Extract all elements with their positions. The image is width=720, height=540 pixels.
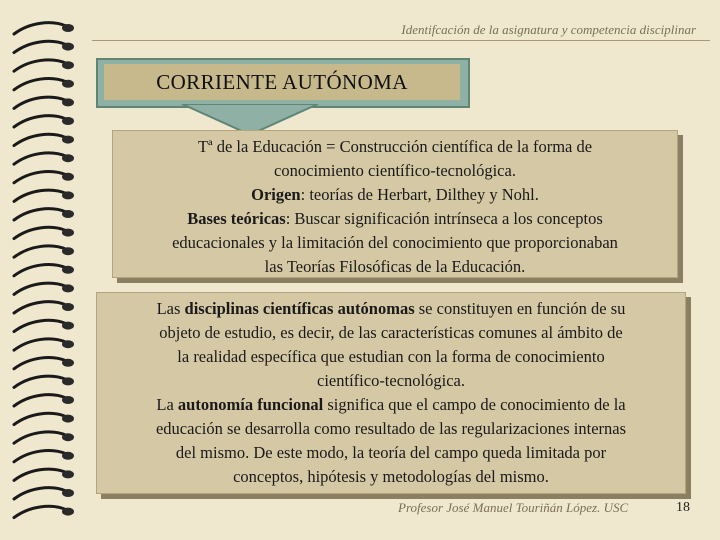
header-rule [92,40,710,41]
binding-hole [62,61,74,69]
binding-hole [62,470,74,478]
origen-label: Origen [251,185,301,204]
bases-text: : Buscar significación intrínseca a los conceptos [285,209,603,228]
slide-title: CORRIENTE AUTÓNOMA [156,69,408,94]
explanation-text [97,297,685,489]
bases-line: educacionales y la limitación del conocimiento que proporcionaban [172,233,618,252]
binding-hole [62,452,74,460]
binding-hole [62,340,74,348]
binding-hole [62,489,74,497]
explanation-line: objeto de estudio, es decir, de las características comunes al ámbito de [159,323,623,342]
origen-text: : teorías de Herbart, Dilthey y Nohl. [300,185,539,204]
header-caption: Identifcación de la asignatura y competencia disciplinar [401,22,696,37]
binding-hole [62,284,74,292]
text-run: significa que el campo de conocimiento de la [323,395,626,414]
title-box [104,64,460,100]
explanation-line: conceptos, hipótesis y metodologías del mismo. [233,467,549,486]
definition-line: Tª de la Educación = Construcción científica de la forma de [197,137,593,156]
binding-hole [62,377,74,385]
definition-box [112,130,678,278]
binding-hole [62,191,74,199]
binding-hole [62,266,74,274]
explanation-line: del mismo. De este modo, la teoría del campo queda limitada por [175,443,607,462]
text-run: La [156,395,178,414]
disciplinas-bold: disciplinas científicas autónomas [184,299,415,318]
explanation-line: la realidad específica que estudian con la forma de conocimiento [177,347,605,366]
binding-hole [62,508,74,516]
binding-hole [62,433,74,441]
binding-hole [62,247,74,255]
binding-hole [62,396,74,404]
binding-hole [62,136,74,144]
binding-hole [62,24,74,32]
binding-hole [62,117,74,125]
explanation-line: educación se desarrolla como resultado de las regularizaciones internas [155,419,627,438]
binding-hole [62,229,74,237]
explanation-line [97,393,685,417]
definition-text [113,135,677,279]
explanation-line: científico-tecnológica. [317,371,465,390]
binding-hole [62,43,74,51]
explanation-box [96,292,686,494]
autonomia-bold: autonomía funcional [177,395,324,414]
binding-hole [62,322,74,330]
bases-line [113,207,677,231]
binding-hole [62,154,74,162]
binding-hole [62,359,74,367]
footer-author: Profesor José Manuel Touriñán López. USC [398,500,629,515]
bases-label: Bases teóricas [187,209,286,228]
bases-line: las Teorías Filosóficas de la Educación. [264,257,526,276]
binding-hole [62,303,74,311]
binding-hole [62,210,74,218]
binding-hole [62,173,74,181]
spiral-binding [0,0,92,540]
binding-hole [62,80,74,88]
text-run: se constituyen en función de su [414,299,626,318]
explanation-line [97,297,685,321]
binding-hole [62,98,74,106]
definition-line: conocimiento científico-tecnológica. [274,161,516,180]
page-number: 18 [676,500,690,515]
text-run: Las [156,299,185,318]
origen-line [113,183,677,207]
binding-hole [62,415,74,423]
